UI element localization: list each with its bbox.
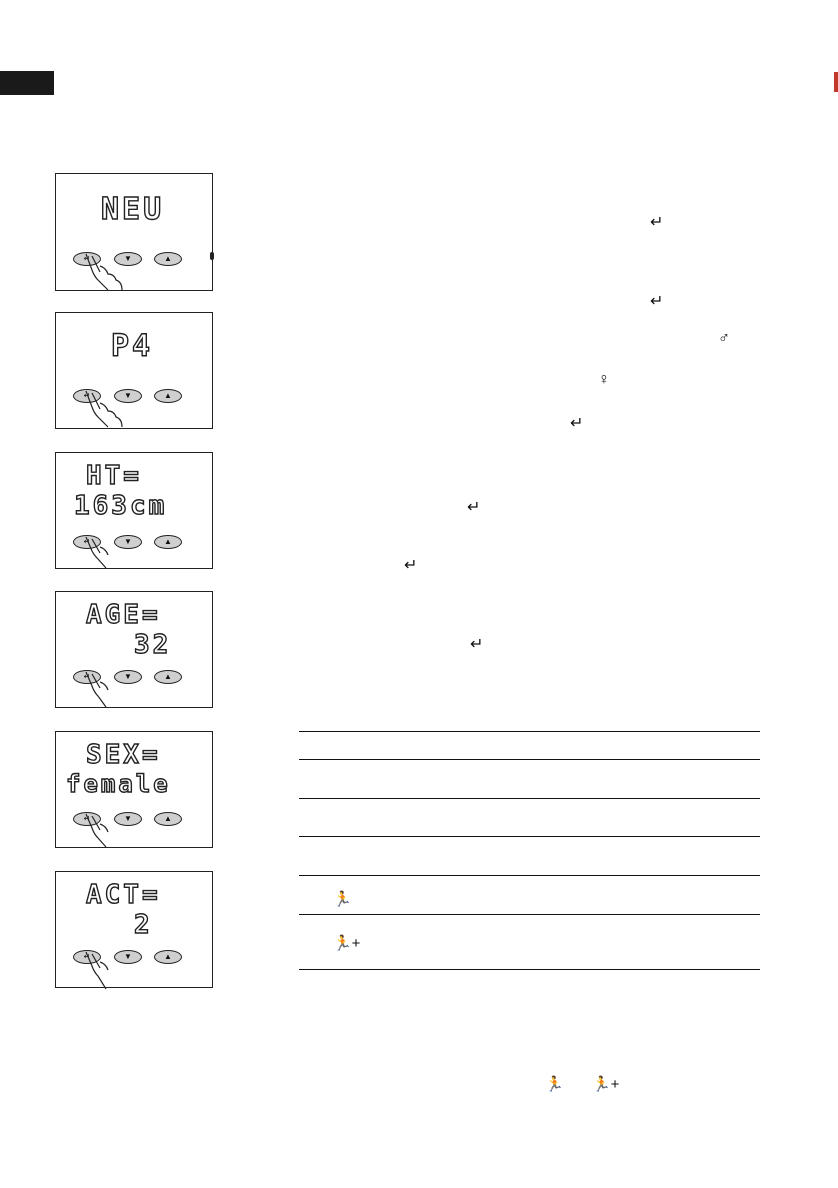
panel-edge-dot xyxy=(210,252,214,260)
enter-icon: ↵ xyxy=(83,672,91,681)
enter-icon: ↵ xyxy=(83,952,91,961)
up-button[interactable] xyxy=(154,252,182,266)
down-arrow-icon: ▼ xyxy=(124,814,132,823)
table-rule-bottom xyxy=(299,969,760,970)
table-rule xyxy=(299,836,760,837)
down-arrow-icon: ▼ xyxy=(124,537,132,546)
lcd-line1: SEX= xyxy=(86,740,161,770)
up-button[interactable] xyxy=(154,812,182,826)
up-button[interactable] xyxy=(154,389,182,403)
enter-icon: ↵ xyxy=(83,254,91,263)
enter-icon: ↵ xyxy=(83,391,91,400)
up-button[interactable] xyxy=(154,535,182,549)
enter-icon: ↵ xyxy=(470,636,484,653)
page-edge-tab xyxy=(0,71,54,95)
lcd-line1: NEU xyxy=(101,192,165,227)
table-rule-top xyxy=(299,731,760,732)
activity-plus-icon: 🏃+ xyxy=(592,1076,620,1093)
up-arrow-icon: ▲ xyxy=(164,952,172,961)
table-rule xyxy=(299,798,760,799)
up-arrow-icon: ▲ xyxy=(164,672,172,681)
male-icon: ♂ xyxy=(718,330,730,347)
table-rule xyxy=(299,759,760,760)
lcd-line2: 32 xyxy=(134,630,172,660)
enter-icon: ↵ xyxy=(650,293,664,310)
pointing-hand-icon xyxy=(82,535,128,569)
up-button[interactable] xyxy=(154,670,182,684)
pointing-hand-icon xyxy=(82,950,128,990)
enter-icon: ↵ xyxy=(83,537,91,546)
up-arrow-icon: ▲ xyxy=(164,814,172,823)
enter-icon: ↵ xyxy=(570,415,584,432)
lcd-line1: P4 xyxy=(111,329,154,364)
up-button[interactable] xyxy=(154,950,182,964)
lcd-panel-sex xyxy=(55,731,213,848)
activity-icon: 🏃 xyxy=(545,1076,564,1093)
pointing-hand-icon xyxy=(82,812,128,848)
lcd-line2: female xyxy=(66,770,171,798)
activity-plus-icon: 🏃+ xyxy=(333,935,361,952)
enter-icon: ↵ xyxy=(83,814,91,823)
lcd-line1: HT= xyxy=(86,461,142,491)
down-arrow-icon: ▼ xyxy=(124,391,132,400)
table-rule xyxy=(299,914,760,915)
lcd-panel-p4 xyxy=(55,312,213,429)
up-arrow-icon: ▲ xyxy=(164,391,172,400)
up-arrow-icon: ▲ xyxy=(164,537,172,546)
lcd-line1: AGE= xyxy=(86,600,161,630)
lcd-line1: ACT= xyxy=(86,880,161,910)
activity-icon: 🏃 xyxy=(333,891,352,908)
pointing-hand-icon xyxy=(82,252,128,292)
page-edge-mark xyxy=(834,72,838,92)
lcd-line2: 163cm xyxy=(74,491,168,521)
lcd-panel-activity xyxy=(55,871,213,988)
table-rule xyxy=(299,875,760,876)
enter-icon: ↵ xyxy=(650,214,664,231)
female-icon: ♀ xyxy=(598,371,610,388)
enter-icon: ↵ xyxy=(404,557,418,574)
pointing-hand-icon xyxy=(82,670,128,708)
down-arrow-icon: ▼ xyxy=(124,672,132,681)
down-arrow-icon: ▼ xyxy=(124,254,132,263)
lcd-line2: 2 xyxy=(134,910,153,940)
lcd-panel-height xyxy=(55,452,213,569)
enter-icon: ↵ xyxy=(467,499,481,516)
pointing-hand-icon xyxy=(82,389,128,429)
up-arrow-icon: ▲ xyxy=(164,254,172,263)
lcd-panel-age xyxy=(55,591,213,708)
lcd-panel-new xyxy=(55,173,213,291)
down-arrow-icon: ▼ xyxy=(124,952,132,961)
